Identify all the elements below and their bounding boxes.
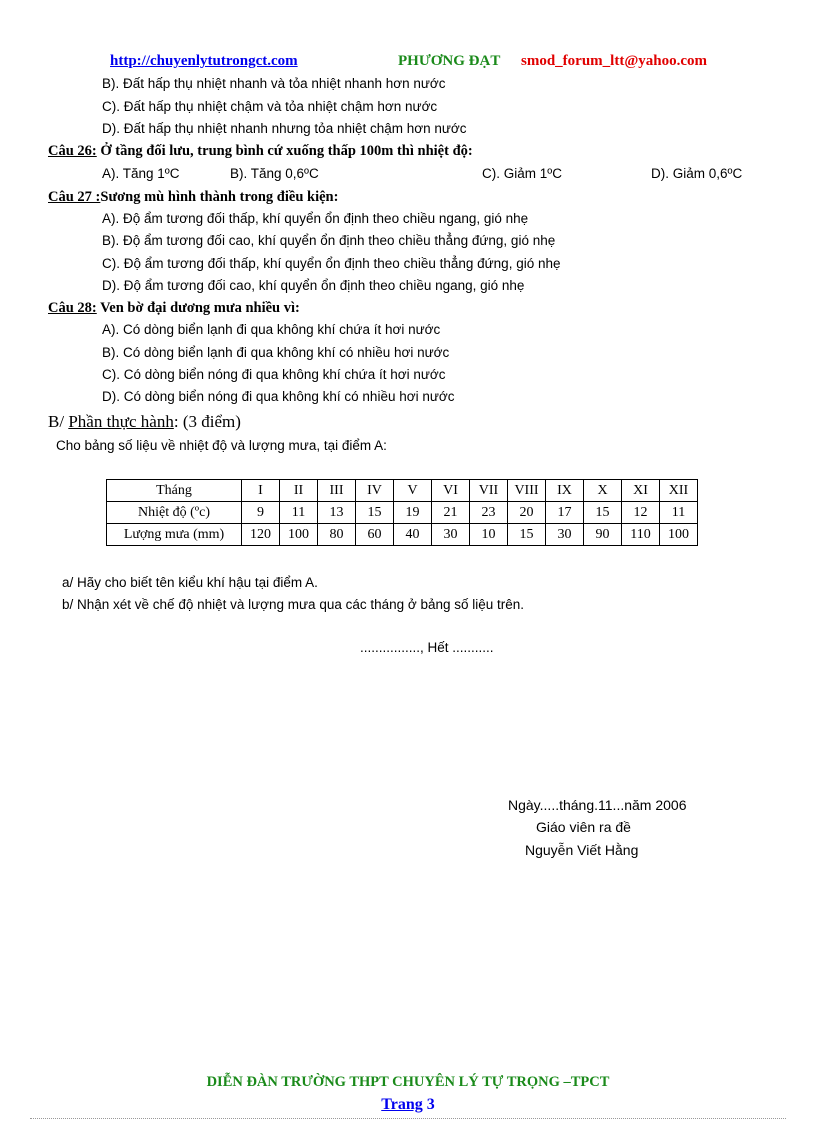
table-row-temperature (107, 502, 698, 524)
table-cell: 80 (318, 524, 356, 546)
practice-question-b: b/ Nhận xét về chế độ nhiệt và lượng mưa qua các tháng ở bảng số liệu trên. (62, 597, 525, 612)
table-month-cell: II (280, 480, 318, 502)
table-cell: 13 (318, 502, 356, 524)
table-header-label: Tháng (107, 480, 242, 502)
q26-option-c: C). Giảm 1ºC (482, 166, 562, 181)
table-month-cell: XII (660, 480, 698, 502)
table-row-label: Nhiệt độ (ºc) (107, 502, 242, 524)
table-row-label: Lượng mưa (mm) (107, 524, 242, 546)
footer-divider (30, 1118, 786, 1119)
section-suffix: : (3 điểm) (173, 412, 241, 431)
table-cell: 110 (622, 524, 660, 546)
header-url-link[interactable]: http://chuyenlytutrongct.com (110, 53, 298, 69)
page-label: Trang (381, 1096, 423, 1113)
page-number-value: 3 (426, 1096, 435, 1113)
q27-option-b: B). Độ ẩm tương đối cao, khí quyển ổn định theo chiều thẳng đứng, gió nhẹ (102, 233, 556, 248)
table-cell: 17 (546, 502, 584, 524)
table-cell: 11 (280, 502, 318, 524)
end-mark: ................, Hết ........... (360, 640, 494, 655)
q27-option-d: D). Độ ẩm tương đối cao, khí quyển ổn định theo chiều ngang, gió nhẹ (102, 278, 525, 293)
table-row-rainfall (107, 524, 698, 546)
q25-option-b: B). Đất hấp thụ nhiệt nhanh và tỏa nhiệt nhanh hơn nước (102, 76, 446, 91)
q28-number: Câu 28: (48, 300, 97, 316)
table-cell: 100 (280, 524, 318, 546)
page-number (0, 1096, 816, 1114)
table-cell: 90 (584, 524, 622, 546)
table-cell: 12 (622, 502, 660, 524)
q26-question (48, 143, 473, 160)
footer-forum-name: DIỄN ĐÀN TRƯỜNG THPT CHUYÊN LÝ TỰ TRỌNG –TPCT (206, 1074, 610, 1090)
q27-option-c: C). Độ ẩm tương đối thấp, khí quyển ổn định theo chiều thẳng đứng, gió nhẹ (102, 256, 561, 271)
table-month-cell: VI (432, 480, 470, 502)
q27-text: Sương mù hình thành trong điều kiện: (100, 189, 339, 205)
q28-option-b: B). Có dòng biển lạnh đi qua không khí có nhiều hơi nước (102, 345, 450, 360)
climate-data-table (106, 479, 698, 546)
section-prefix: B/ (48, 412, 69, 431)
table-month-cell: IV (356, 480, 394, 502)
table-cell: 15 (508, 524, 546, 546)
table-month-cell: X (584, 480, 622, 502)
table-row-months (107, 480, 698, 502)
table-cell: 21 (432, 502, 470, 524)
table-month-cell: I (242, 480, 280, 502)
q26-option-d: D). Giảm 0,6ºC (651, 166, 743, 181)
table-cell: 15 (584, 502, 622, 524)
q25-option-c: C). Đất hấp thụ nhiệt chậm và tỏa nhiệt chậm hơn nước (102, 99, 438, 114)
q28-text: Ven bờ đại dương mưa nhiều vì: (96, 300, 300, 316)
q27-option-a: A). Độ ẩm tương đối thấp, khí quyển ổn định theo chiều ngang, gió nhẹ (102, 211, 529, 226)
q26-option-a: A). Tăng 1ºC (102, 166, 180, 181)
q26-option-b: B). Tăng 0,6ºC (230, 166, 319, 181)
q26-text: Ở tầng đối lưu, trung bình cứ xuống thấp 100m thì nhiệt độ: (96, 143, 473, 159)
table-cell: 30 (546, 524, 584, 546)
table-cell: 9 (242, 502, 280, 524)
q28-option-c: C). Có dòng biển nóng đi qua không khí chứa ít hơi nước (102, 367, 446, 382)
section-title-text: Phần thực hành (68, 412, 174, 431)
table-cell: 19 (394, 502, 432, 524)
header-author-name: PHƯƠNG ĐẠT (398, 53, 501, 69)
table-cell: 15 (356, 502, 394, 524)
table-cell: 30 (432, 524, 470, 546)
table-cell: 100 (660, 524, 698, 546)
q28-question (48, 300, 300, 317)
practice-question-a: a/ Hãy cho biết tên kiểu khí hậu tại điểm A. (62, 575, 318, 590)
signature-date: Ngày.....tháng.11...năm 2006 (508, 797, 687, 813)
table-cell: 60 (356, 524, 394, 546)
table-cell: 11 (660, 502, 698, 524)
table-cell: 23 (470, 502, 508, 524)
table-month-cell: IX (546, 480, 584, 502)
header-email: smod_forum_ltt@yahoo.com (521, 53, 708, 69)
q26-number: Câu 26: (48, 143, 97, 159)
section-title (48, 412, 241, 432)
table-cell: 120 (242, 524, 280, 546)
signature-name: Nguyễn Viết Hằng (525, 842, 639, 858)
table-intro: Cho bảng số liệu về nhiệt độ và lượng mưa, tại điểm A: (56, 438, 387, 453)
q28-option-d: D). Có dòng biển nóng đi qua không khí có nhiều hơi nước (102, 389, 455, 404)
q27-question (48, 189, 338, 206)
table-month-cell: V (394, 480, 432, 502)
table-cell: 20 (508, 502, 546, 524)
table-month-cell: XI (622, 480, 660, 502)
table-cell: 40 (394, 524, 432, 546)
q28-option-a: A). Có dòng biển lạnh đi qua không khí chứa ít hơi nước (102, 322, 441, 337)
table-month-cell: VII (470, 480, 508, 502)
table-month-cell: III (318, 480, 356, 502)
table-month-cell: VIII (508, 480, 546, 502)
signature-role: Giáo viên ra đề (536, 819, 631, 835)
table-cell: 10 (470, 524, 508, 546)
q25-option-d: D). Đất hấp thụ nhiệt nhanh nhưng tỏa nhiệt chậm hơn nước (102, 121, 467, 136)
q27-number: Câu 27 : (48, 189, 101, 205)
